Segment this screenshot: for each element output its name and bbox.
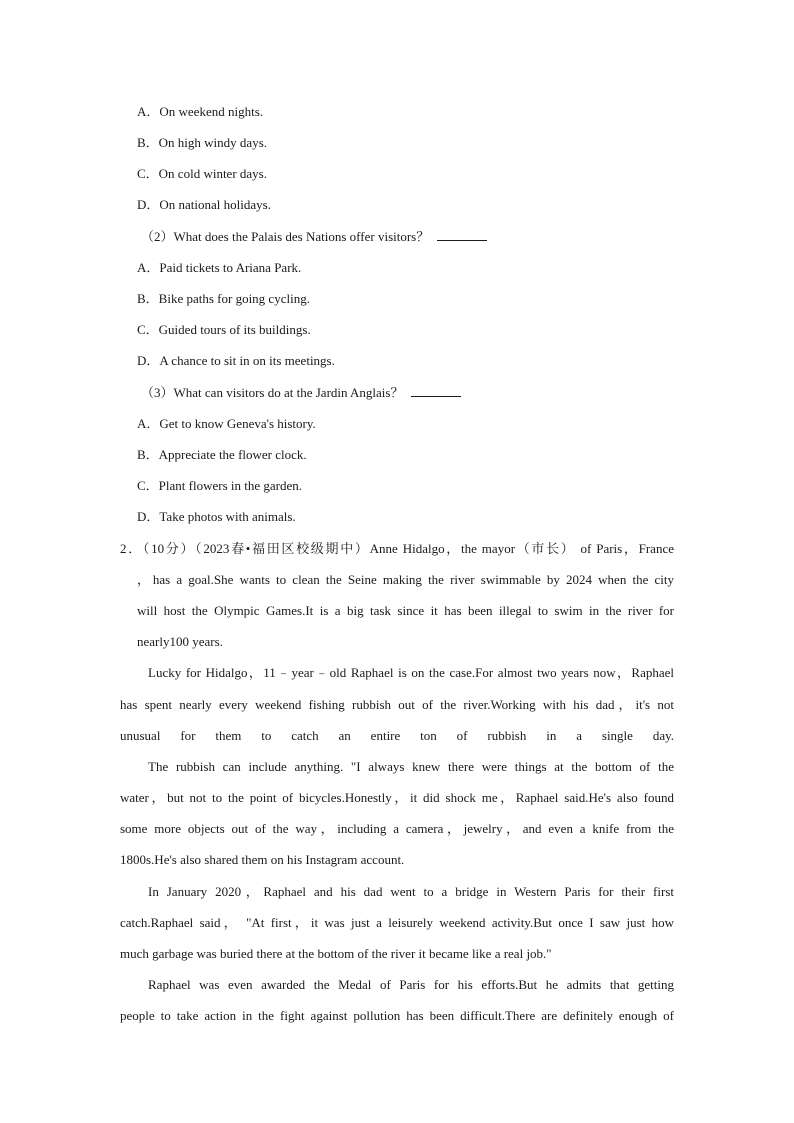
paragraph-line: water，but not to the point of bicycles.Honestly，it did shock me，Raphael said.He's also found: [120, 790, 674, 805]
paragraph-line: much garbage was buried there at the bottom of the river it became like a real job.": [120, 946, 552, 961]
q3-option-a: A．Get to know Geneva's history.: [137, 416, 316, 431]
paragraph-line: The rubbish can include anything. "I always knew there were things at the bottom of the: [148, 759, 674, 774]
q3-option-d: D．Take photos with animals.: [137, 509, 296, 524]
paragraph-line: people to take action in the fight against pollution has been difficult.There are definitely enough of: [120, 1008, 674, 1023]
passage2-intro-line: ，has a goal.She wants to clean the Seine making the river swimmable by 2024 when the city: [137, 572, 674, 587]
paragraph-line: 1800s.He's also shared them on his Instagram account.: [120, 852, 405, 867]
paragraph-line: catch.Raphael said， "At first，it was just a leisurely weekend activity.But once I saw just how: [120, 915, 674, 930]
q2-question: [141, 227, 487, 247]
paragraph-line: has spent nearly every weekend fishing rubbish out of the river.Working with his dad，it's not: [120, 697, 674, 712]
paragraph-line: unusual for them to catch an entire ton of rubbish in a single day.: [120, 728, 674, 743]
q3-answer-blank[interactable]: [411, 384, 461, 397]
q2-option-a: A．Paid tickets to Ariana Park.: [137, 260, 302, 275]
passage2-intro-line: nearly100 years.: [137, 634, 223, 649]
q3-question: [141, 383, 461, 403]
q3-option-b: B．Appreciate the flower clock.: [137, 447, 307, 462]
q1-option-a: A．On weekend nights.: [137, 104, 264, 119]
q1-option-b: B．On high windy days.: [137, 135, 268, 150]
paragraph-line: In January 2020，Raphael and his dad went to a bridge in Western Paris for their first: [148, 884, 674, 899]
paragraph-line: some more objects out of the way，including a camera，jewelry，and even a knife from the: [120, 821, 674, 836]
q1-option-c: C．On cold winter days.: [137, 166, 267, 181]
q2-option-b: B．Bike paths for going cycling.: [137, 291, 310, 306]
paragraph-line: Lucky for Hidalgo，11﹣year﹣old Raphael is on the case.For almost two years now，Raphael: [148, 665, 674, 680]
q2-answer-blank[interactable]: [437, 228, 487, 241]
q3-option-c: C．Plant flowers in the garden.: [137, 478, 302, 493]
q3-question-text: （3）What can visitors do at the Jardin Anglais？: [141, 385, 404, 400]
passage2-heading-line: 2．（10分）（2023春•福田区校级期中）Anne Hidalgo，the mayor（市长） of Paris，France: [120, 541, 674, 556]
q1-option-d: D．On national holidays.: [137, 197, 271, 212]
passage2-intro-line: will host the Olympic Games.It is a big task since it has been illegal to swim in the river for: [137, 603, 674, 618]
paragraph-line: Raphael was even awarded the Medal of Paris for his efforts.But he admits that getting: [148, 977, 674, 992]
q2-option-d: D．A chance to sit in on its meetings.: [137, 353, 335, 368]
q2-option-c: C．Guided tours of its buildings.: [137, 322, 311, 337]
q2-question-text: （2）What does the Palais des Nations offer visitors？: [141, 229, 430, 244]
